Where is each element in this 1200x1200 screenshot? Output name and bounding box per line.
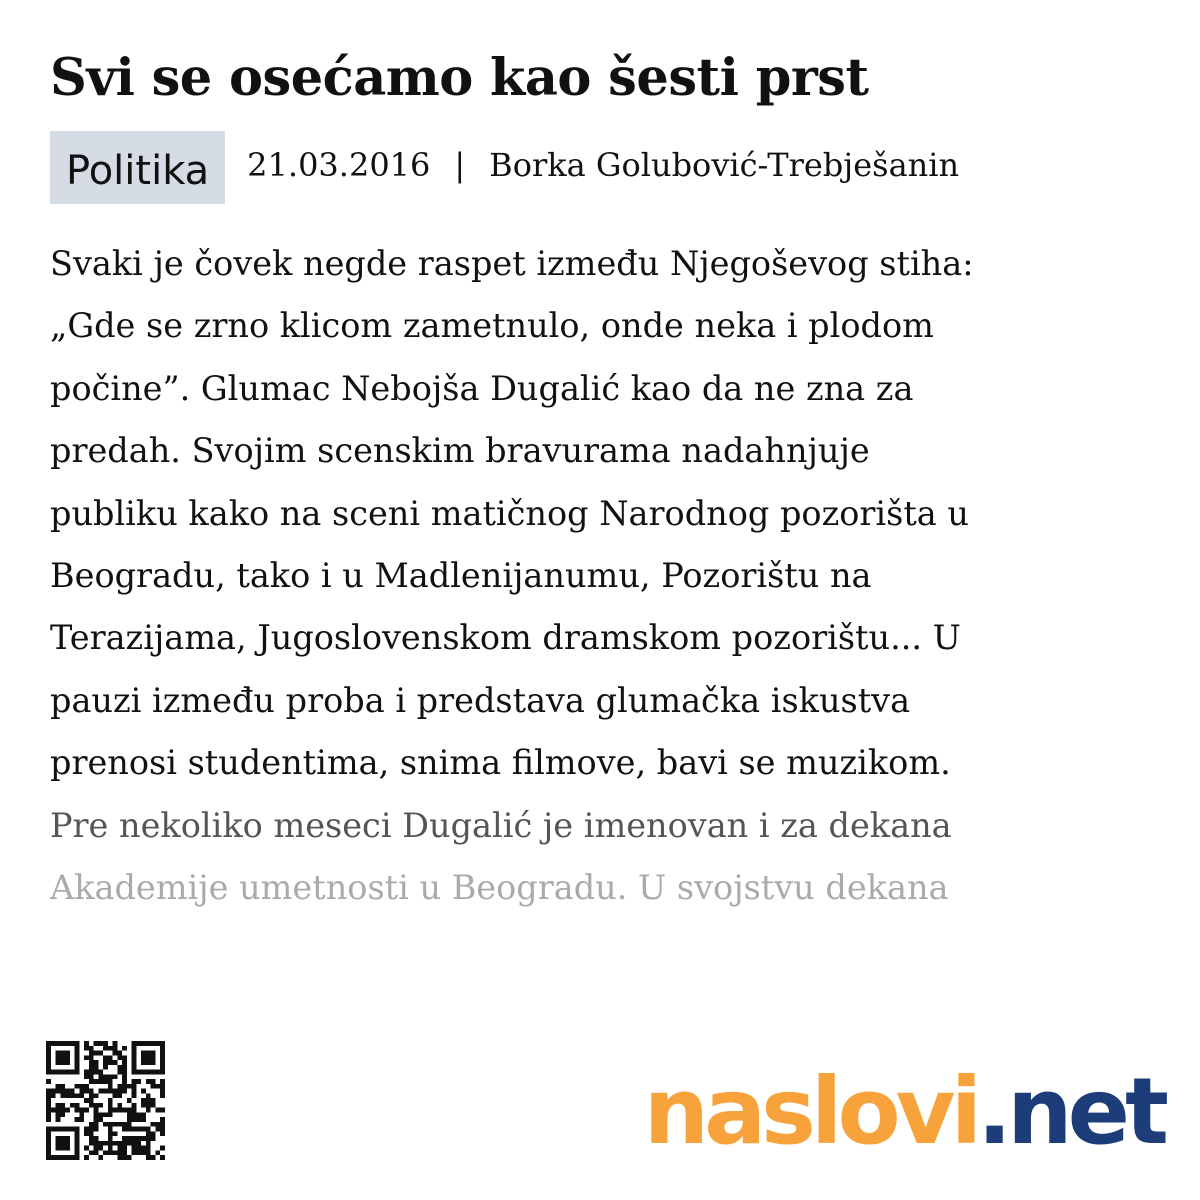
body-line-faded: Akademije umetnosti u Beogradu. U svojstvu dekana [50, 867, 949, 907]
article-meta [50, 131, 959, 204]
body-line: publiku kako na sceni matičnog Narodnog pozorišta u [50, 493, 969, 533]
article-body [50, 233, 1170, 919]
logo-net-text: net [1007, 1058, 1164, 1165]
body-line: počine”. Glumac Nebojša Dugalić kao da ne zna za [50, 368, 914, 408]
article-date: 21.03.2016 [247, 145, 431, 184]
body-line-faded: Pre nekoliko meseci Dugalić je imenovan i za dekana [50, 805, 952, 845]
body-line: Terazijama, Jugoslovenskom dramskom pozorištu... U [50, 618, 961, 658]
meta-separator: | [454, 145, 466, 184]
body-line: Beogradu, tako i u Madlenijanumu, Pozorištu na [50, 555, 872, 595]
body-line: pauzi između proba i predstava glumačka iskustva [50, 680, 911, 720]
qr-code-icon[interactable] [46, 1038, 165, 1163]
body-line: Svaki je čovek negde raspet između Njegoševog stiha: [50, 244, 974, 283]
body-line: predah. Svojim scenskim bravurama nadahnjuje [50, 431, 870, 471]
article-author: Borka Golubović-Trebješanin [489, 145, 960, 184]
article-title: Svi se osećamo kao šesti prst [50, 48, 869, 108]
naslovi-net-logo[interactable] [643, 1058, 1164, 1170]
logo-dot-text: . [977, 1058, 1008, 1165]
logo-naslovi-text: naslovi [643, 1058, 978, 1165]
article-byline [247, 146, 959, 184]
body-line: prenosi studentima, snima filmove, bavi se muzikom. [50, 743, 951, 783]
category-badge[interactable]: Politika [50, 131, 225, 204]
body-line: „Gde se zrno klicom zametnulo, onde neka i plodom [50, 306, 934, 346]
